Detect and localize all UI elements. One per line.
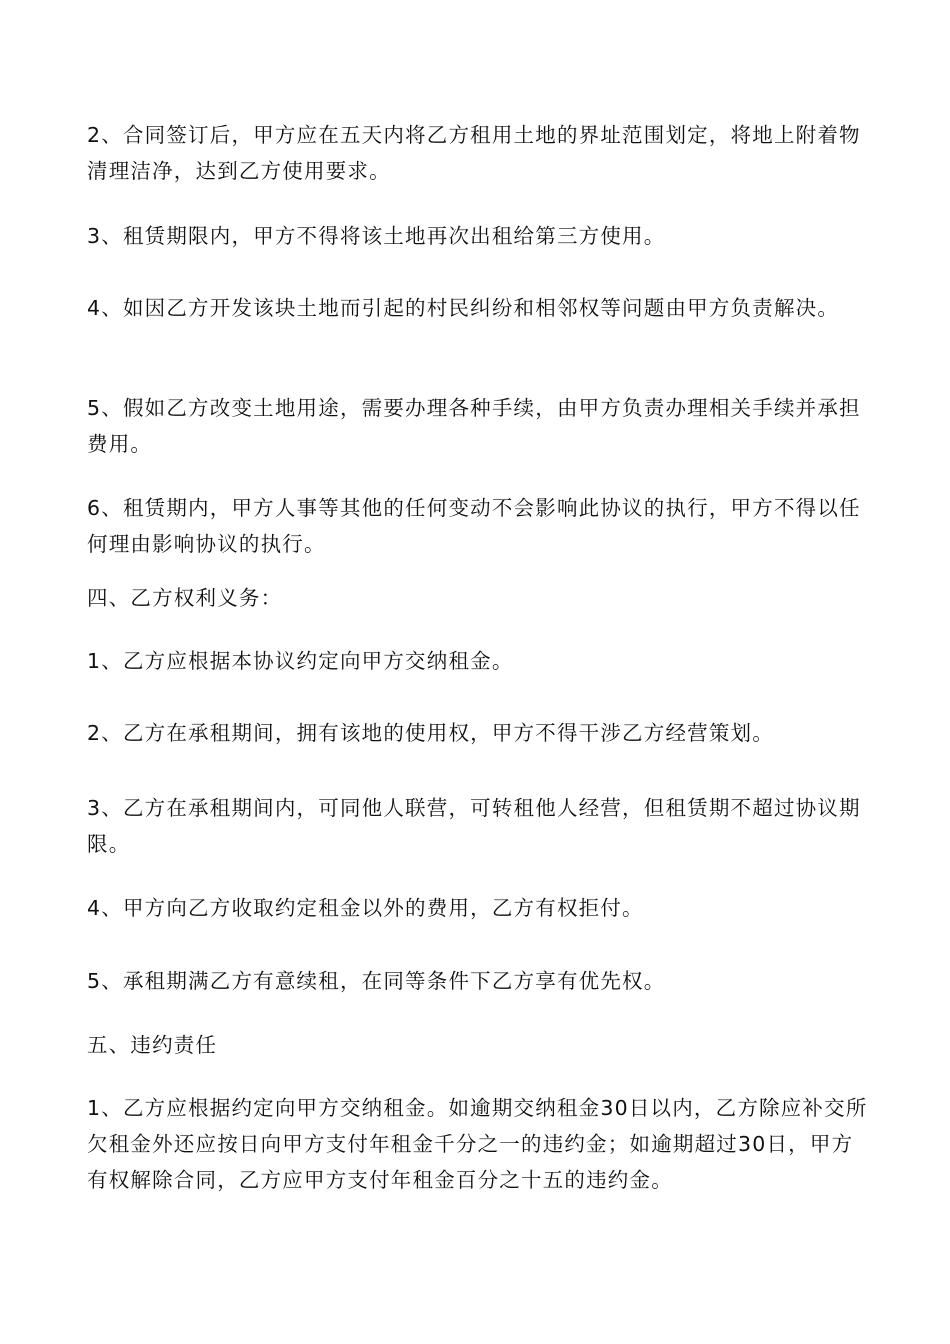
paragraph-clause-3-4: 4、如因乙方开发该块土地而引起的村民纠纷和相邻权等问题由甲方负责解决。 <box>87 296 840 320</box>
paragraph-clause-4-1: 1、乙方应根据本协议约定向甲方交纳租金。 <box>87 649 514 673</box>
paragraph-clause-4-5: 5、承租期满乙方有意续租，在同等条件下乙方享有优先权。 <box>87 969 666 993</box>
paragraph-clause-4-4: 4、甲方向乙方收取约定租金以外的费用，乙方有权拒付。 <box>87 896 644 920</box>
paragraph-clause-3-5: 5、假如乙方改变土地用途，需要办理各种手续，由甲方负责办理相关手续并承担费用。 <box>87 396 861 456</box>
paragraph-clause-5-1: 1、乙方应根据约定向甲方交纳租金。如逾期交纳租金30日以内，乙方除应补交所欠租金外还应按日向甲方支付年租金千分之一的违约金；如逾期超过30日，甲方有权解除合同，乙方应甲方支付年租金百分之十五的违约金。 <box>87 1096 868 1192</box>
paragraph-clause-4-3: 3、乙方在承租期间内，可同他人联营，可转租他人经营，但租赁期不超过协议期限。 <box>87 796 861 856</box>
paragraph-clause-4-2: 2、乙方在承租期间，拥有该地的使用权，甲方不得干涉乙方经营策划。 <box>87 721 774 745</box>
paragraph-clause-3-2: 2、合同签订后，甲方应在五天内将乙方租用土地的界址范围划定，将地上附着物清理洁净，达到乙方使用要求。 <box>87 123 861 183</box>
paragraph-clause-3-3: 3、租赁期限内，甲方不得将该土地再次出租给第三方使用。 <box>87 224 666 248</box>
paragraph-clause-3-6: 6、租赁期内，甲方人事等其他的任何变动不会影响此协议的执行，甲方不得以任何理由影响协议的执行。 <box>87 496 861 556</box>
section-heading-5: 五、违约责任 <box>87 1033 218 1057</box>
section-heading-4: 四、乙方权利义务： <box>87 586 283 610</box>
